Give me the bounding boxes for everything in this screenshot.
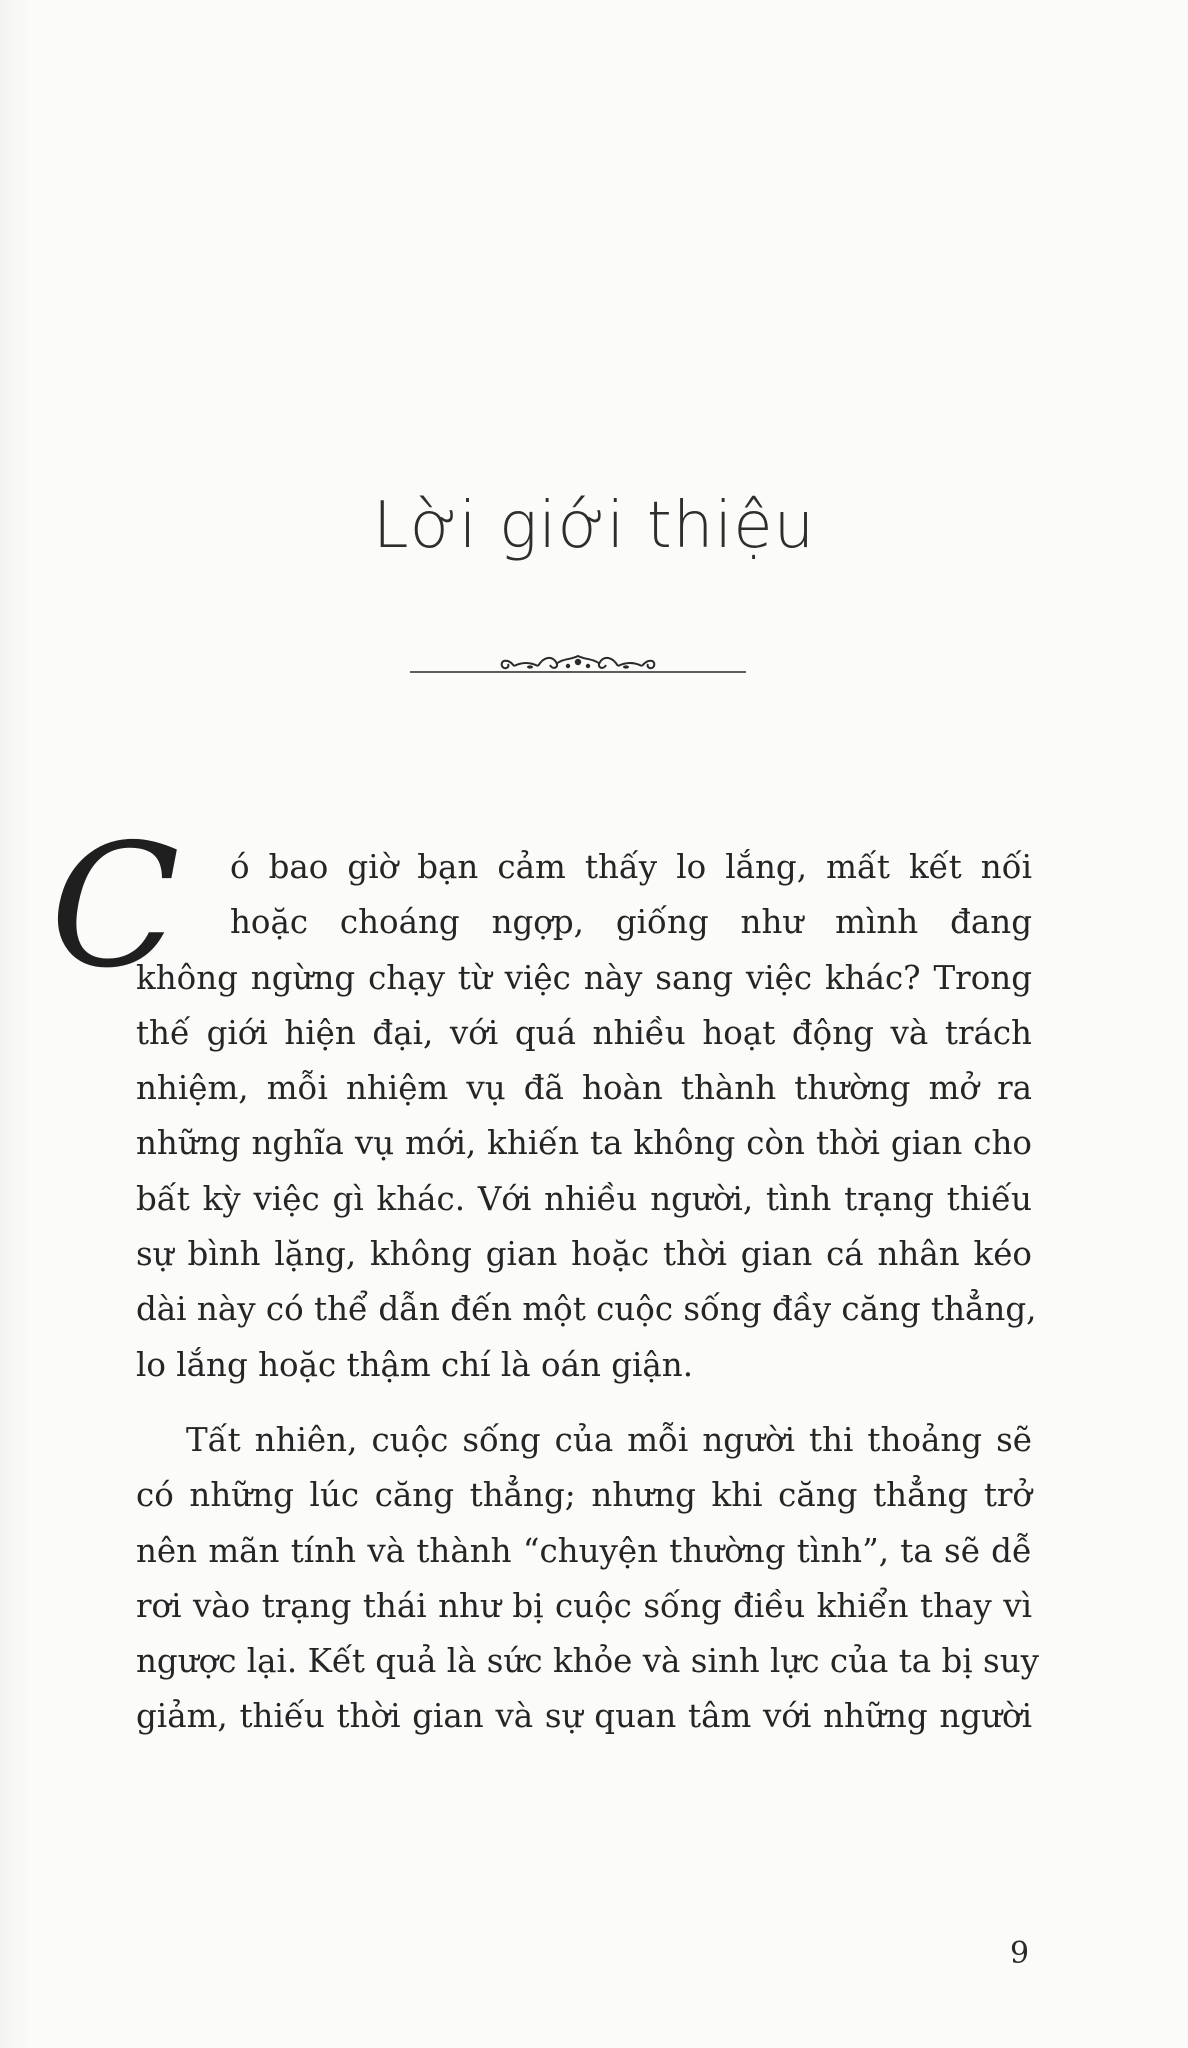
chapter-title: Lời giới thiệu <box>372 489 816 563</box>
paragraph-line: rơi vào trạng thái như bị cuộc sống điều khiển thay vì <box>136 1586 1032 1625</box>
paragraph-line: dài này có thể dẫn đến một cuộc sống đầy căng thẳng, <box>136 1290 1037 1329</box>
paragraph-line: ó bao giờ bạn cảm thấy lo lắng, mất kết nối <box>230 848 1032 886</box>
paragraph-line: những nghĩa vụ mới, khiến ta không còn thời gian cho <box>136 1124 1032 1163</box>
paragraph-line: ngược lại. Kết quả là sức khỏe và sinh lực của ta bị suy <box>136 1642 1040 1681</box>
paragraph-line: không ngừng chạy từ việc này sang việc khác? Trong <box>136 958 1032 997</box>
paragraph-line: nhiệm, mỗi nhiệm vụ đã hoàn thành thường mở ra <box>136 1069 1032 1108</box>
paragraph-line: nên mãn tính và thành “chuyện thường tình”, ta sẽ dễ <box>136 1531 1032 1570</box>
paragraph-line: thế giới hiện đại, với quá nhiều hoạt động và trách <box>136 1013 1032 1052</box>
body-text <box>136 840 1040 1745</box>
paragraph-line: có những lúc căng thẳng; nhưng khi căng thẳng trở <box>136 1476 1032 1515</box>
page-number: 9 <box>1010 1936 1030 1971</box>
drop-cap: C <box>50 808 181 1006</box>
paragraph-line: lo lắng hoặc thậm chí là oán giận. <box>136 1345 694 1384</box>
paragraph-1 <box>136 840 1037 1393</box>
flourish-divider-icon <box>410 648 746 684</box>
paragraph-line: bất kỳ việc gì khác. Với nhiều người, tình trạng thiếu <box>136 1179 1032 1218</box>
paragraph-line: sự bình lặng, không gian hoặc thời gian cá nhân kéo <box>136 1235 1032 1274</box>
paragraph-line: Tất nhiên, cuộc sống của mỗi người thi thoảng sẽ <box>186 1420 1032 1459</box>
paragraph-line: hoặc choáng ngợp, giống như mình đang <box>230 903 1032 942</box>
paragraph-line: giảm, thiếu thời gian và sự quan tâm với những người <box>136 1697 1032 1736</box>
paragraph-2 <box>136 1413 1040 1745</box>
